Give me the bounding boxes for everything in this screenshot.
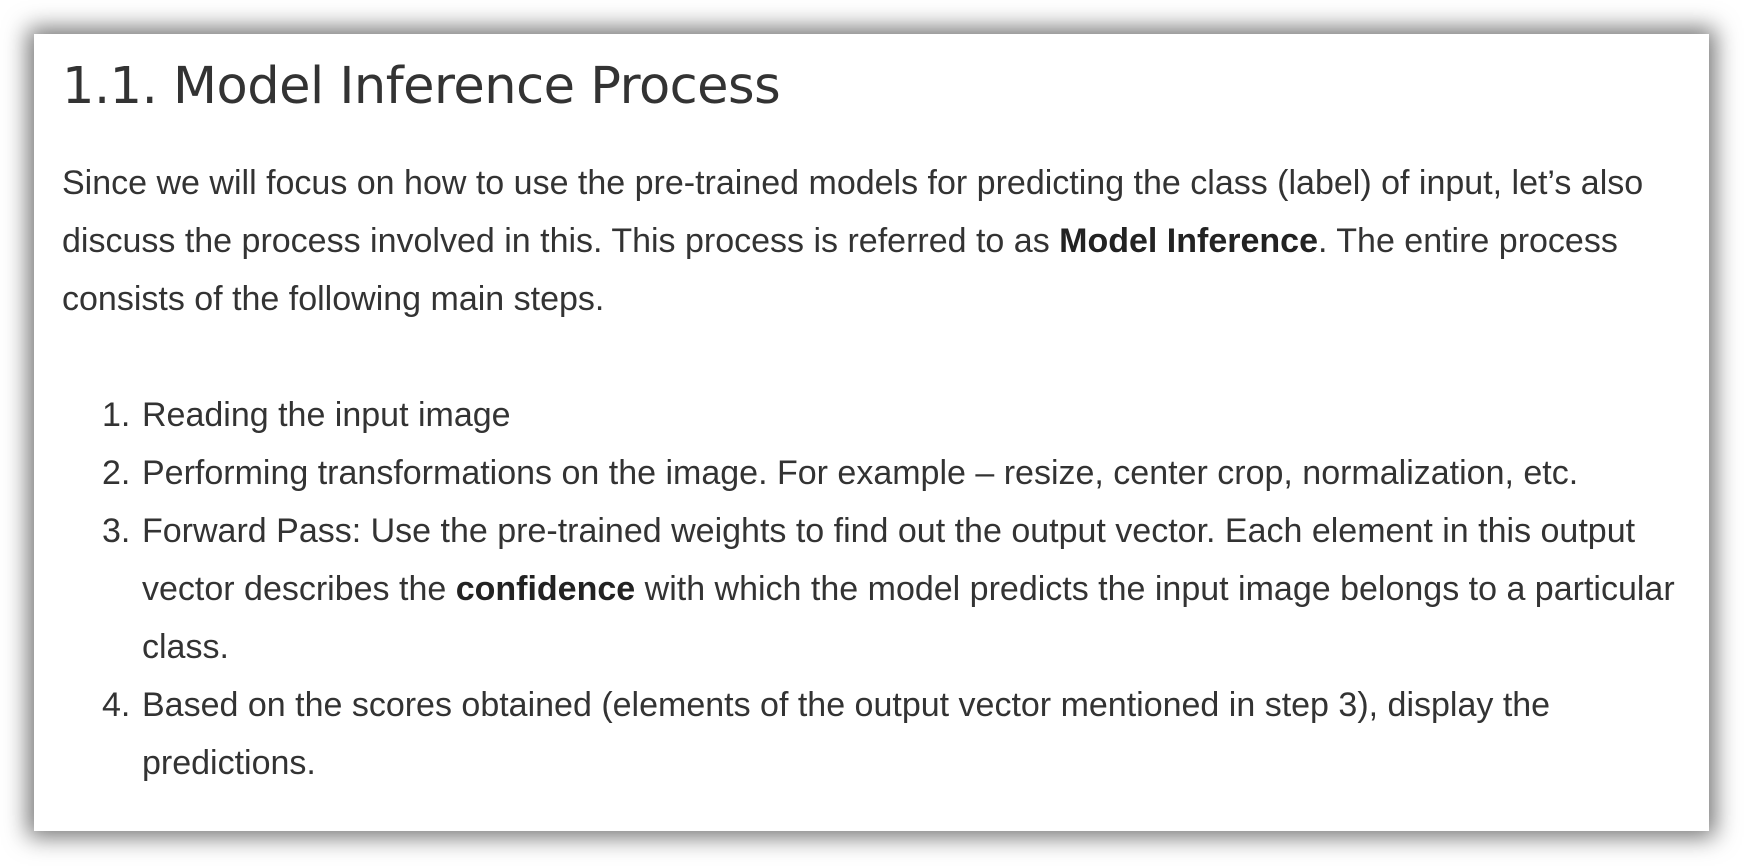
step-text-after: with which the model predicts the input image belongs to a particular class. — [142, 570, 1675, 666]
step-text: Reading the input image — [142, 396, 511, 434]
list-item — [62, 444, 1722, 502]
section-heading: 1.1. Model Inference Process — [62, 57, 781, 116]
step-text-before: Forward Pass: Use the pre-trained weights to find out the output vector. Each element in this output vector describes the — [142, 512, 1636, 608]
step-bold-term: confidence — [455, 570, 636, 608]
intro-text-after: . The entire process consists of the following main steps. — [62, 222, 1618, 318]
step-number: 1. — [102, 396, 131, 434]
steps-list — [62, 386, 1709, 792]
list-item — [62, 386, 1722, 444]
intro-text-before: Since we will focus on how to use the pre-trained models for predicting the class (label) of input, let’s also discuss the process involved in this. This process is referred to as — [62, 164, 1644, 260]
article-card — [34, 34, 1709, 831]
step-text: Performing transformations on the image. For example – resize, center crop, normalization, etc. — [142, 454, 1579, 492]
intro-paragraph — [62, 154, 1702, 328]
intro-bold-term: Model Inference — [1059, 222, 1318, 260]
step-number: 2. — [102, 454, 131, 492]
list-item — [62, 502, 1722, 676]
step-text: Based on the scores obtained (elements of the output vector mentioned in step 3), display the predictions. — [142, 686, 1551, 782]
list-item — [62, 676, 1722, 792]
step-number: 4. — [102, 686, 131, 724]
step-number: 3. — [102, 512, 131, 550]
